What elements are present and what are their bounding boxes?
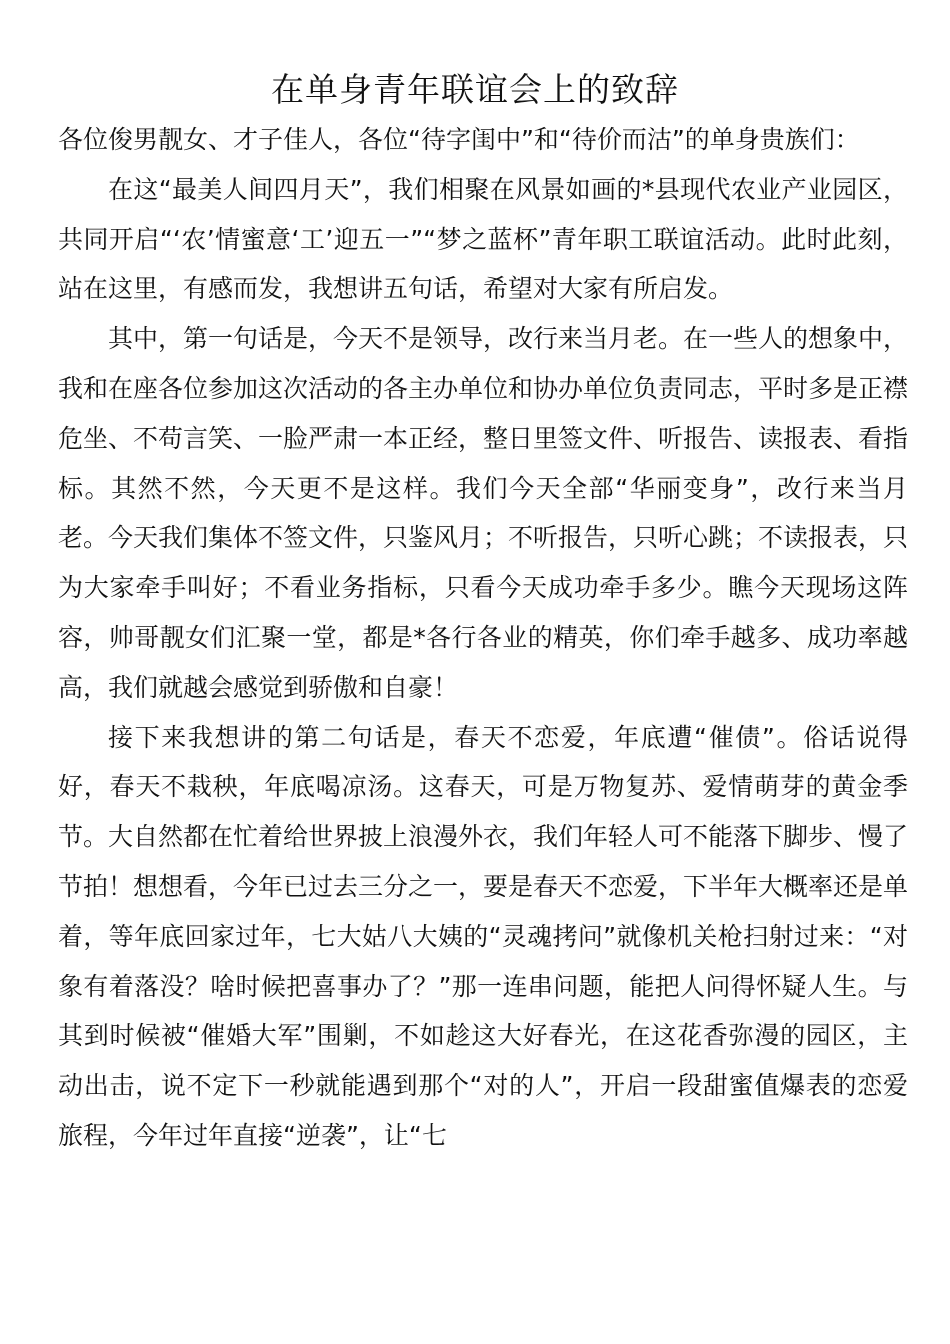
document-title: 在单身青年联谊会上的致辞 — [271, 70, 679, 109]
salutation: 各位俊男靓女、才子佳人，各位“待字闺中”和“待价而沽”的单身贵族们： — [58, 125, 860, 154]
paragraph-first-point: 其中，第一句话是，今天不是领导，改行来当月老。在一些人的想象中，我和在座各位参加这次活动的各主办单位和协办单位负责同志，平时多是正襟危坐、不苟言笑、一脸严肃一本正经，整日里签文件、听报告、读报表、看指标。其然不然，今天更不是这样。我们今天全部“华丽变身”，改行来当月老。今天我们集体不签文件，只鉴风月；不听报告，只听心跳；不读报表，只为大家牵手叫好；不看业务指标，只看今天成功牵手多少。瞧今天现场这阵容，帅哥靓女们汇聚一堂，都是*各行各业的精英，你们牵手越多、成功率越高，我们就越会感觉到骄傲和自豪！ — [58, 324, 909, 702]
paragraph-second-point: 接下来我想讲的第二句话是，春天不恋爱，年底遭“催债”。俗话说得好，春天不栽秧，年底喝凉汤。这春天，可是万物复苏、爱情萌芽的黄金季节。大自然都在忙着给世界披上浪漫外衣，我们年轻人可不能落下脚步、慢了节拍！想想看，今年已过去三分之一，要是春天不恋爱，下半年大概率还是单着，等年底回家过年，七大姑八大姨的“灵魂拷问”就像机关枪扫射过来：“对象有着落没？啥时候把喜事办了？”那一连串问题，能把人问得怀疑人生。与其到时候被“催婚大军”围剿，不如趁这大好春光，在这花香弥漫的园区，主动出击，说不定下一秒就能遇到那个“对的人”，开启一段甜蜜值爆表的恋爱旅程，今年过年直接“逆袭”，让“七 — [58, 722, 909, 1150]
paragraph-intro: 在这“最美人间四月天”，我们相聚在风景如画的*县现代农业产业园区，共同开启“‘农’情蜜意‘工’迎五一”“梦之蓝杯”青年职工联谊活动。此时此刻，站在这里，有感而发，我想讲五句话，希望对大家有所启发。 — [58, 174, 908, 304]
document-body — [58, 115, 908, 1161]
